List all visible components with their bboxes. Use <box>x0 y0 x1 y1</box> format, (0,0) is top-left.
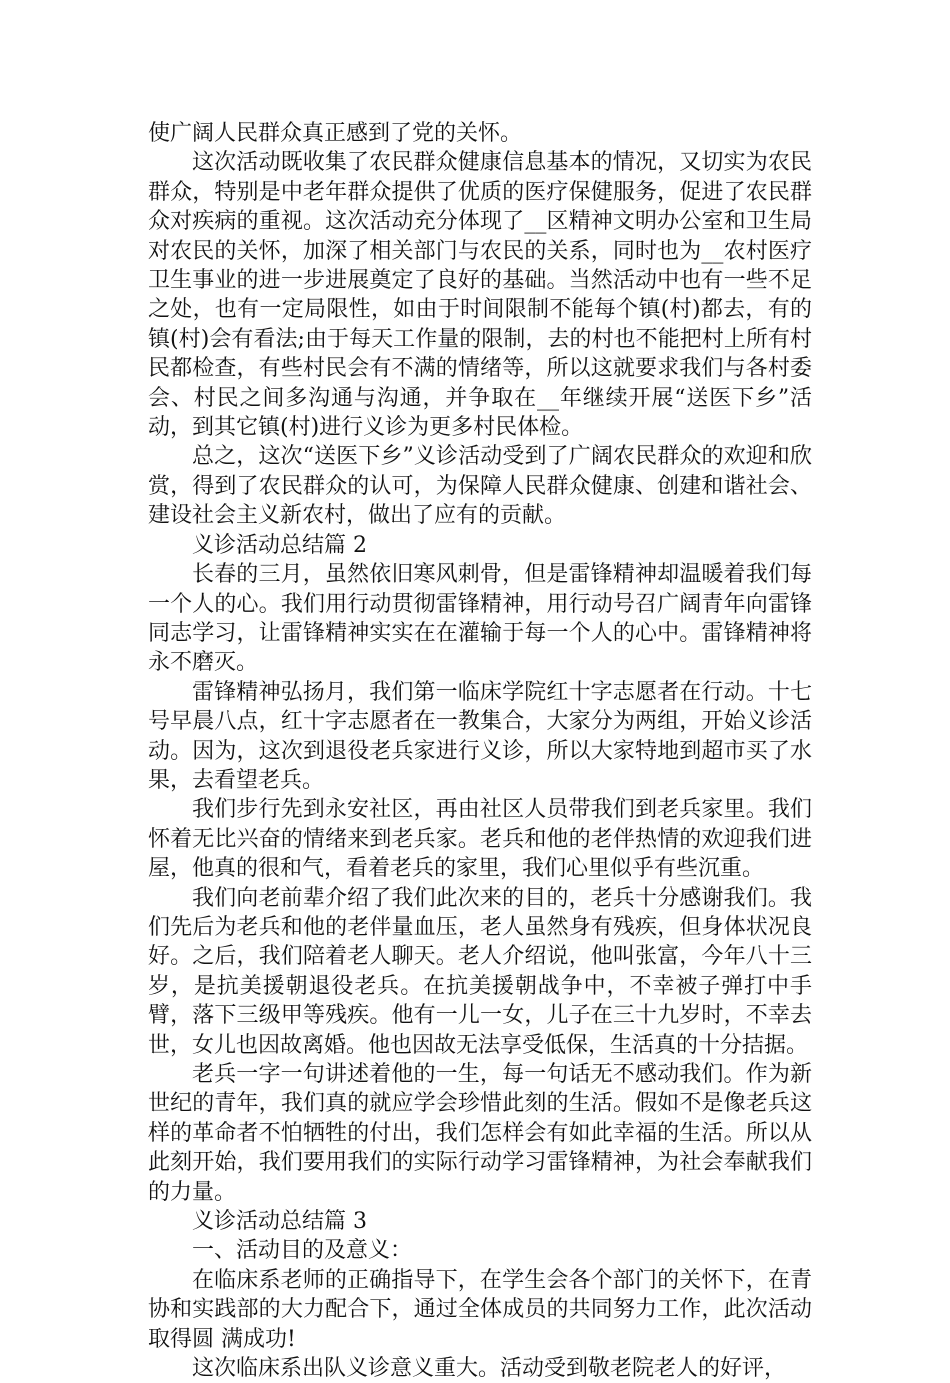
body-paragraph: 总之，这次“送医下乡”义诊活动受到了广阔农民群众的欢迎和欣赏，得到了农民群众的认可，为保障人民群众健康、创建和谐社会、建设社会主义新农村，做出了应有的贡献。 <box>148 444 812 529</box>
document-body <box>148 119 812 1383</box>
body-paragraph: 老兵一字一句讲述着他的一生，每一句话无不感动我们。作为新世纪的青年，我们真的就应学会珍惜此刻的生活。假如不是像老兵这样的革命者不怕牺牲的付出，我们怎样会有如此幸福的生活。所以从此刻开始，我们要用我们的实际行动学习雷锋精神，为社会奉献我们的力量。 <box>148 1062 812 1205</box>
body-paragraph: 雷锋精神弘扬月，我们第一临床学院红十字志愿者在行动。十七号早晨八点，红十字志愿者在一教集合，大家分为两组，开始义诊活动。因为，这次到退役老兵家进行义诊，所以大家特地到超市买了水果，去看望老兵。 <box>148 679 812 793</box>
subsection-heading: 一、活动目的及意义： <box>192 1238 413 1264</box>
body-paragraph: 长春的三月，虽然依旧寒风刺骨，但是雷锋精神却温暖着我们每一个人的心。我们用行动贯彻雷锋精神，用行动号召广阔青年向雷锋同志学习，让雷锋精神实实在在灌输于每一个人的心中。雷锋精神将永不磨灭。 <box>148 562 812 676</box>
body-paragraph: 这次活动既收集了农民群众健康信息基本的情况，又切实为农民群众，特别是中老年群众提供了优质的医疗保健服务，促进了农民群众对疾病的重视。这次活动充分体现了__区精神文明办公室和卫生局对农民的关怀，加深了相关部门与农民的关系，同时也为__农村医疗卫生事业的进一步进展奠定了良好的基础。当然活动中也有一些不足之处，也有一定局限性，如由于时间限制不能每个镇(村)都去，有的镇(村)会有看法;由于每天工作量的限制，去的村也不能把村上所有村民都检查，有些村民会有不满的情绪等，所以这就要求我们与各村委会、村民之间多沟通与沟通，并争取在__年继续开展“送医下乡”活动，到其它镇(村)进行义诊为更多村民体检。 <box>148 150 812 441</box>
body-paragraph: 我们向老前辈介绍了我们此次来的目的，老兵十分感谢我们。我们先后为老兵和他的老伴量血压，老人虽然身有残疾，但身体状况良好。之后，我们陪着老人聊天。老人介绍说，他叫张富，今年八十三岁，是抗美援朝退役老兵。在抗美援朝战争中，不幸被子弹打中手臂，落下三级甲等残疾。他有一儿一女，儿子在三十九岁时，不幸去世，女儿也因故离婚。他也因故无法享受低保，生活真的十分拮据。 <box>148 885 812 1058</box>
section-heading: 义诊活动总结篇 2 <box>192 532 367 558</box>
body-paragraph: 我们步行先到永安社区，再由社区人员带我们到老兵家里。我们怀着无比兴奋的情绪来到老兵家。老兵和他的老伴热情的欢迎我们进屋，他真的很和气，看着老兵的家里，我们心里似乎有些沉重。 <box>148 797 812 882</box>
section-heading: 义诊活动总结篇 3 <box>192 1209 367 1235</box>
body-paragraph: 这次临床系出队义诊意义重大。活动受到敬老院老人的好评， <box>192 1356 787 1382</box>
body-paragraph: 在临床系老师的正确指导下，在学生会各个部门的关怀下，在青协和实践部的大力配合下，通过全体成员的共同努力工作，此次活动取得圆 满成功! <box>148 1267 812 1352</box>
continuation-paragraph: 使广阔人民群众真正感到了党的关怀。 <box>148 121 523 146</box>
